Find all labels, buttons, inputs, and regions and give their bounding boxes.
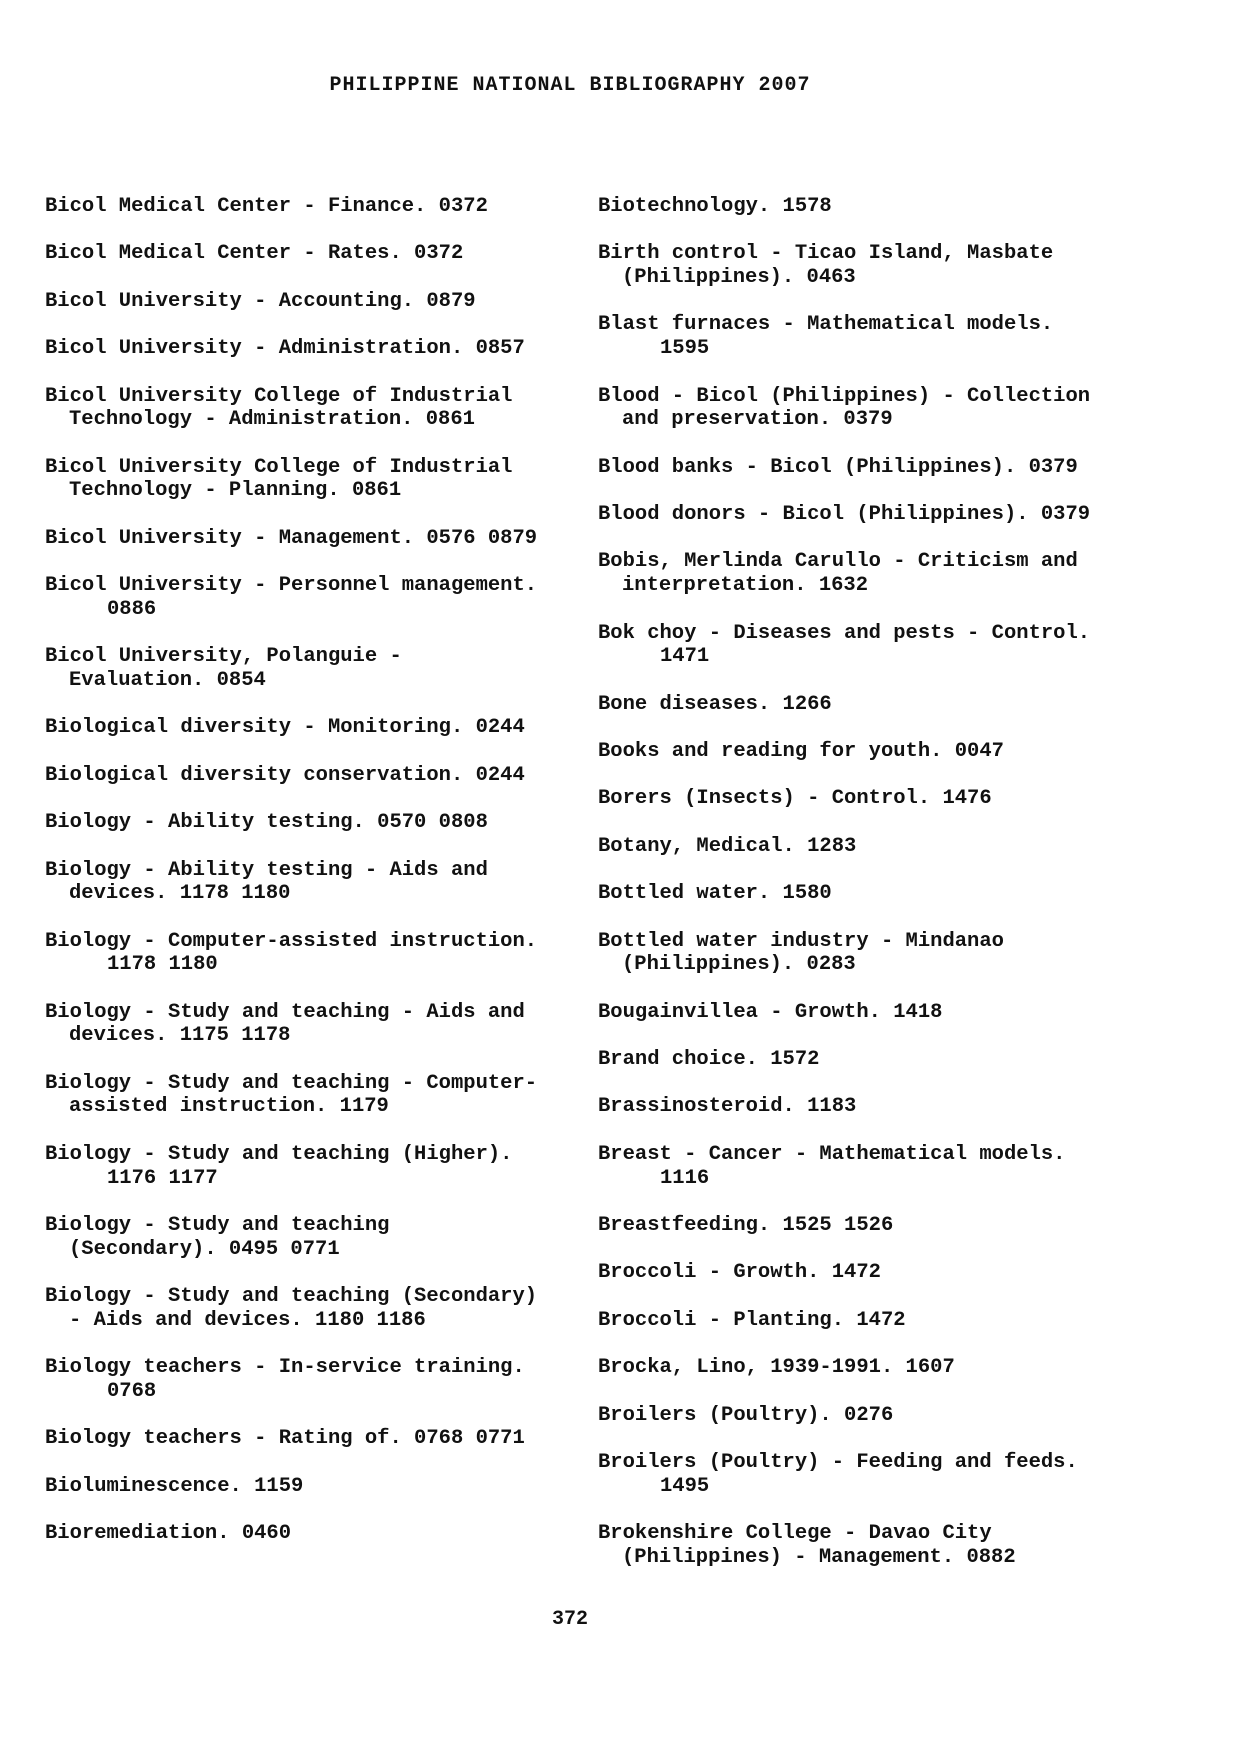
index-entry-continuation: Technology - Administration. 0861	[69, 408, 475, 432]
index-entry-heading: Biology - Study and teaching	[45, 1213, 390, 1237]
index-entry-heading: Brassinosteroid. 1183	[598, 1095, 857, 1119]
index-entry	[45, 1001, 565, 1048]
index-entry-heading: Biology - Ability testing. 0570 0808	[45, 811, 488, 835]
index-entry	[45, 456, 565, 503]
index-entry-heading: Bicol University - Management. 0576 0879	[45, 526, 538, 550]
index-entry	[45, 242, 565, 266]
index-entry-continuation: 1471	[660, 645, 710, 669]
index-entry-heading: Bicol Medical Center - Rates. 0372	[45, 242, 464, 266]
index-entry	[45, 811, 565, 835]
index-entry-heading: Biology - Study and teaching (Secondary)	[45, 1285, 538, 1309]
index-entry-continuation: and preservation. 0379	[622, 408, 893, 432]
index-entry-heading: Bougainvillea - Growth. 1418	[598, 1000, 943, 1024]
index-entry-heading: Bone diseases. 1266	[598, 692, 832, 716]
index-entry-continuation: interpretation. 1632	[622, 574, 869, 598]
index-entry	[45, 385, 565, 432]
index-entry	[598, 1451, 1158, 1498]
index-entry	[598, 195, 1158, 219]
index-entry	[598, 1048, 1158, 1072]
index-entry-heading: Birth control - Ticao Island, Masbate	[598, 242, 1054, 266]
index-entry-heading: Breast - Cancer - Mathematical models.	[598, 1142, 1066, 1166]
index-entry-heading: Biological diversity conservation. 0244	[45, 763, 525, 787]
index-entry	[45, 859, 565, 906]
index-entry-heading: Bicol Medical Center - Finance. 0372	[45, 195, 488, 218]
index-entry	[598, 1001, 1158, 1025]
index-entry-continuation: devices. 1178 1180	[69, 882, 291, 906]
index-entry-heading: Biology - Ability testing - Aids and	[45, 858, 488, 882]
index-entry	[45, 337, 565, 361]
index-entry-heading: Books and reading for youth. 0047	[598, 740, 1004, 764]
index-entry	[45, 290, 565, 314]
index-entry	[598, 1261, 1158, 1285]
index-entry-continuation: 1116	[660, 1166, 710, 1190]
index-entry-heading: Biology - Computer-assisted instruction.	[45, 929, 538, 953]
index-entry-continuation: devices. 1175 1178	[69, 1024, 291, 1048]
index-entry	[598, 1143, 1158, 1190]
index-entry-heading: Brand choice. 1572	[598, 1048, 820, 1072]
index-entry-heading: Bicol University - Administration. 0857	[45, 337, 525, 361]
index-entry-heading: Bicol University College of Industrial	[45, 384, 513, 408]
index-entry	[45, 527, 565, 551]
page-number: 372	[551, 1608, 588, 1631]
index-entry	[598, 1309, 1158, 1333]
index-entry-heading: Brocka, Lino, 1939-1991. 1607	[598, 1356, 955, 1380]
index-entry-heading: Brokenshire College - Davao City	[598, 1522, 992, 1545]
index-entry	[45, 1285, 565, 1332]
index-entry	[45, 716, 565, 740]
index-entry-continuation: Technology - Planning. 0861	[69, 479, 402, 503]
index-entry	[45, 764, 565, 788]
index-entry	[45, 645, 565, 692]
index-entry	[45, 930, 565, 977]
index-entry-heading: Biology teachers - In-service training.	[45, 1356, 525, 1380]
index-entry-continuation: assisted instruction. 1179	[69, 1095, 389, 1119]
index-entry-heading: Broccoli - Planting. 1472	[598, 1308, 906, 1332]
index-entry	[598, 242, 1158, 289]
index-entry	[598, 1095, 1158, 1119]
index-entry-heading: Bioremediation. 0460	[45, 1522, 292, 1546]
index-entry-heading: Borers (Insects) - Control. 1476	[598, 787, 992, 811]
index-entry	[45, 195, 565, 219]
index-entry-heading: Blast furnaces - Mathematical models.	[598, 313, 1054, 337]
index-entry	[598, 1404, 1158, 1428]
index-entry-heading: Biological diversity - Monitoring. 0244	[45, 716, 525, 740]
right-index-column	[598, 195, 1158, 1593]
index-entry-continuation: (Philippines). 0463	[622, 266, 856, 290]
index-entry-heading: Blood banks - Bicol (Philippines). 0379	[598, 455, 1078, 479]
index-entry	[45, 1522, 565, 1546]
index-entry-continuation: 1495	[660, 1474, 710, 1498]
index-entry-heading: Bicol University College of Industrial	[45, 455, 513, 479]
index-entry	[45, 1427, 565, 1451]
index-entry	[598, 740, 1158, 764]
index-entry-heading: Bottled water industry - Mindanao	[598, 929, 1004, 953]
page-title: PHILIPPINE NATIONAL BIBLIOGRAPHY 2007	[329, 74, 811, 97]
index-entry-continuation: 0768	[107, 1379, 157, 1403]
index-entry-heading: Botany, Medical. 1283	[598, 834, 857, 858]
index-entry-heading: Broilers (Poultry) - Feeding and feeds.	[598, 1450, 1078, 1474]
index-entry-continuation: (Philippines). 0283	[622, 953, 856, 977]
index-entry	[45, 1143, 565, 1190]
left-index-column	[45, 195, 565, 1569]
index-entry	[598, 313, 1158, 360]
index-entry-continuation: - Aids and devices. 1180 1186	[69, 1308, 426, 1332]
index-entry	[598, 787, 1158, 811]
index-entry	[598, 693, 1158, 717]
index-entry	[45, 1475, 565, 1499]
index-entry	[45, 574, 565, 621]
index-entry	[598, 503, 1158, 527]
index-entry	[598, 622, 1158, 669]
index-entry-continuation: Evaluation. 0854	[69, 668, 266, 692]
index-entry-heading: Biology - Study and teaching - Aids and	[45, 1000, 525, 1024]
index-entry-heading: Bobis, Merlinda Carullo - Criticism and	[598, 550, 1078, 574]
index-entry-heading: Bioluminescence. 1159	[45, 1474, 304, 1498]
index-entry-continuation: 1595	[660, 337, 710, 361]
index-entry-heading: Blood donors - Bicol (Philippines). 0379	[598, 503, 1091, 527]
index-entry-heading: Bok choy - Diseases and pests - Control.	[598, 621, 1091, 645]
index-entry	[598, 930, 1158, 977]
index-entry-continuation: 1176 1177	[107, 1166, 218, 1190]
index-entry	[598, 882, 1158, 906]
index-entry	[598, 1522, 1158, 1569]
index-entry-continuation: (Philippines) - Management. 0882	[622, 1545, 1016, 1569]
index-entry-heading: Biotechnology. 1578	[598, 195, 832, 218]
index-entry-heading: Breastfeeding. 1525 1526	[598, 1213, 894, 1237]
index-entry-continuation: 1178 1180	[107, 953, 218, 977]
index-entry-heading: Biology - Study and teaching - Computer-	[45, 1071, 538, 1095]
index-entry-heading: Biology - Study and teaching (Higher).	[45, 1142, 513, 1166]
index-entry-heading: Blood - Bicol (Philippines) - Collection	[598, 384, 1091, 408]
index-entry	[598, 1214, 1158, 1238]
index-entry-heading: Bicol University, Polanguie -	[45, 645, 402, 669]
index-entry	[45, 1072, 565, 1119]
index-entry	[598, 456, 1158, 480]
index-entry	[598, 835, 1158, 859]
index-entry-heading: Bottled water. 1580	[598, 882, 832, 906]
index-entry	[598, 1356, 1158, 1380]
index-entry	[45, 1356, 565, 1403]
index-entry	[45, 1214, 565, 1261]
index-entry	[598, 385, 1158, 432]
index-entry-heading: Broilers (Poultry). 0276	[598, 1403, 894, 1427]
index-entry-heading: Biology teachers - Rating of. 0768 0771	[45, 1427, 525, 1451]
index-entry-heading: Bicol University - Personnel management.	[45, 574, 538, 598]
index-entry-heading: Bicol University - Accounting. 0879	[45, 289, 476, 313]
index-entry-heading: Broccoli - Growth. 1472	[598, 1261, 881, 1285]
index-entry-continuation: 0886	[107, 597, 157, 621]
index-entry-continuation: (Secondary). 0495 0771	[69, 1237, 340, 1261]
index-entry	[598, 550, 1158, 597]
